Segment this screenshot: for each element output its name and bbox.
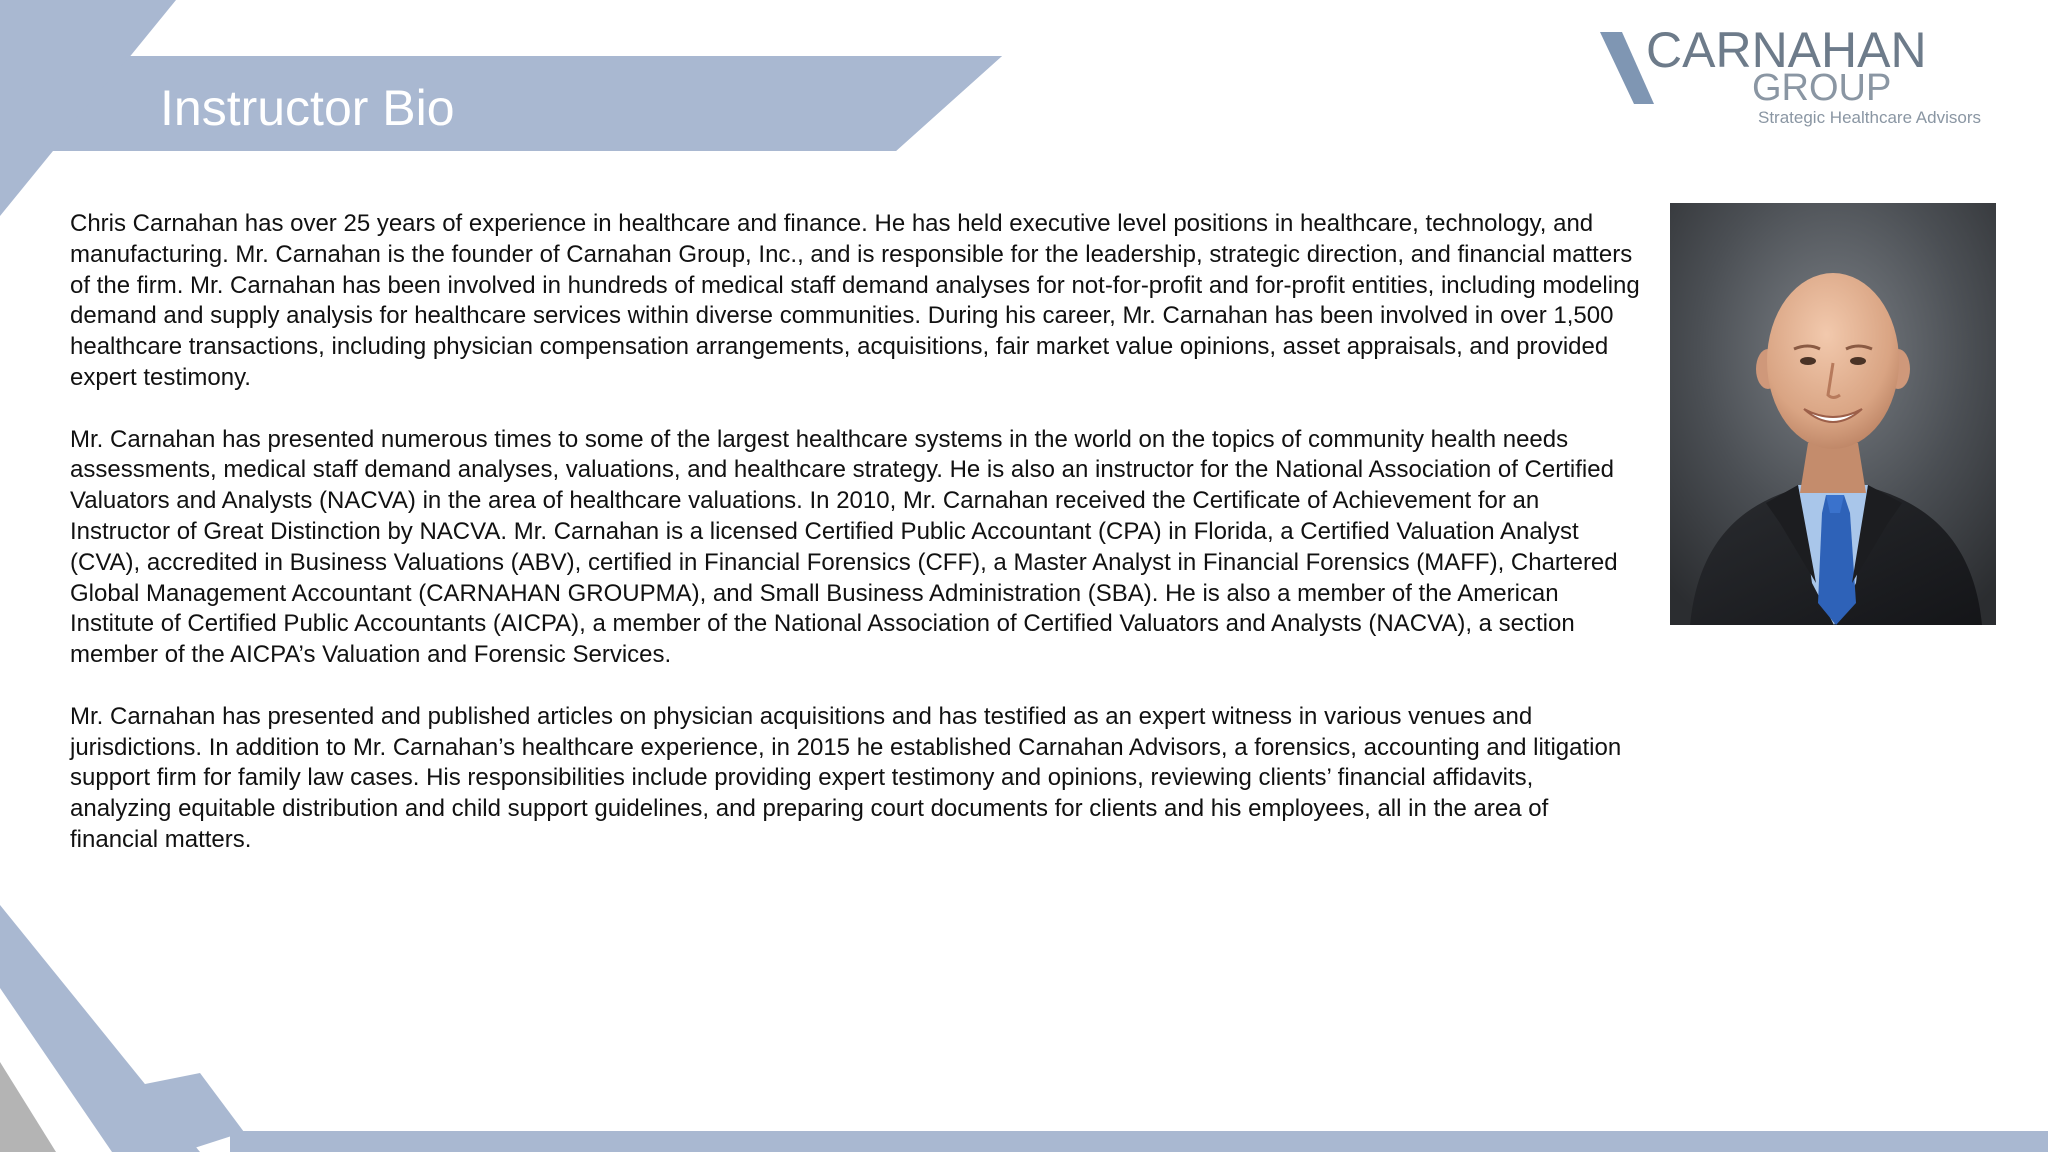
bio-paragraph-2: Mr. Carnahan has presented numerous times to some of the largest healthcare systems in the world on the topics of community health needs assessments, medical staff demand analyses, valuations, and healthcare strategy. He is also an instructor for the National Association of Certified Valuators and Analysts (NACVA) in the area of healthcare valuations. In 2010, Mr. Carnahan received the Certificate of Achievement for an Instructor of Great Distinction by NACVA. Mr. Carnahan is a licensed Certified Public Accountant (CPA) in Florida, a Certified Valuation Analyst (CVA), accredited in Business Valuations (ABV), certified in Financial Forensics (CFF), a Master Analyst in Financial Forensics (MAFF), Chartered Global Management Accountant (CARNAHAN GROUPMA), and Small Business Administration (SBA). He is also a member of the American Institute of Certified Public Accountants (AICPA), a member of the National Association of Certified Valuators and Analysts (NACVA), a section member of the AICPA’s Valuation and Forensic Services.: [70, 425, 1618, 669]
instructor-photo: [1670, 203, 1996, 625]
bio-text: [70, 209, 1640, 887]
logo-sub: GROUP: [1752, 67, 1892, 109]
instructor-portrait-icon: [1670, 203, 1996, 625]
page-title: Instructor Bio: [160, 80, 455, 136]
bottom-bar: [230, 1131, 2048, 1152]
bio-paragraph-3: Mr. Carnahan has presented and published articles on physician acquisitions and has testified as an expert witness in various venues and jurisdictions. In addition to Mr. Carnahan’s healthcare experience, in 2015 he established Carnahan Advisors, a forensics, accounting and litigation support firm for family law cases. His responsibilities include providing expert testimony and opinions, reviewing clients’ financial affidavits, analyzing equitable distribution and child support guidelines, and preparing court documents for clients and his employees, all in the area of financial matters.: [70, 702, 1622, 853]
company-logo: [1598, 22, 1998, 132]
bio-paragraph-1: Chris Carnahan has over 25 years of experience in healthcare and finance. He has held executive level positions in healthcare, technology, and manufacturing. Mr. Carnahan is the founder of Carnahan Group, Inc., and is responsible for the leadership, strategic direction, and financial matters of the firm. Mr. Carnahan has been involved in hundreds of medical staff demand analyses for not-for-profit and for-profit entities, including modeling demand and supply analysis for healthcare services within diverse communities. During his career, Mr. Carnahan has been involved in over 1,500 healthcare transactions, including physician compensation arrangements, acquisitions, fair market value opinions, asset appraisals, and provided expert testimony.: [70, 210, 1640, 391]
logo-name: CARNAHAN: [1646, 22, 1927, 78]
bottom-left-gray-corner: [0, 1062, 56, 1152]
logo-tagline: Strategic Healthcare Advisors: [1758, 108, 1981, 127]
